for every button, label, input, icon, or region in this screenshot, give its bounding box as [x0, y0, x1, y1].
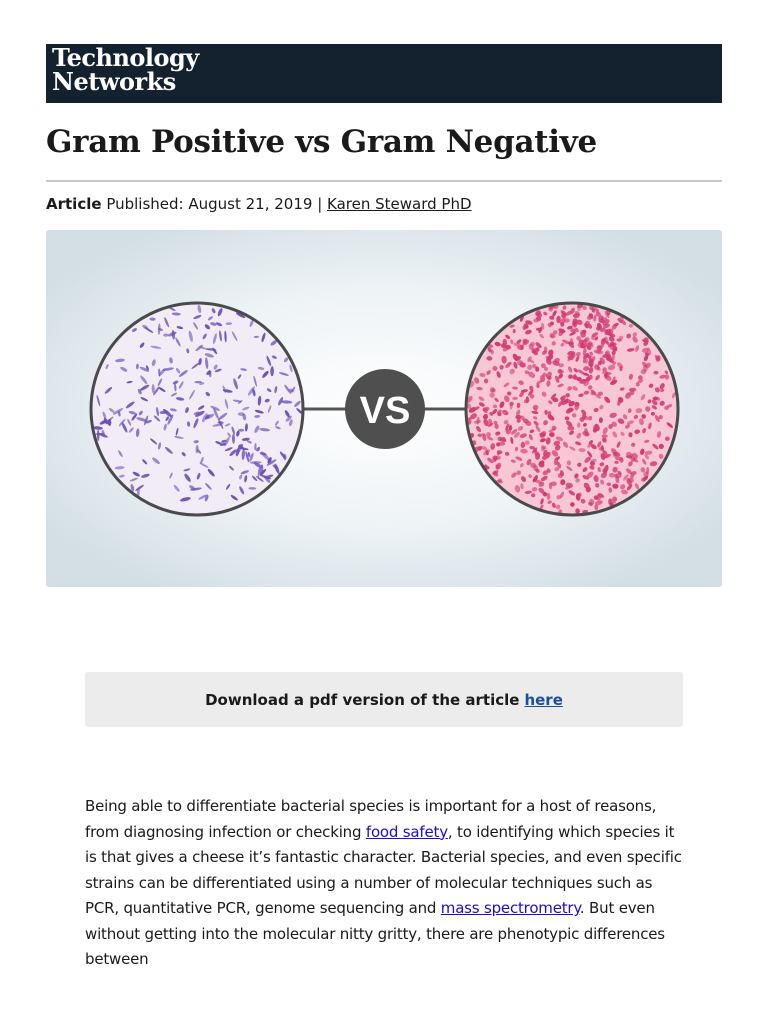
bacterium-cell [586, 486, 591, 492]
download-here-link[interactable]: here [524, 690, 563, 709]
bacterium-cell [551, 482, 557, 487]
body-paragraph [85, 794, 690, 973]
bacterium-cell [585, 321, 590, 325]
site-logo[interactable] [52, 43, 199, 96]
logo-line-2: Networks [52, 67, 176, 96]
publish-date: Published: August 21, 2019 [106, 195, 313, 213]
download-text: Download a pdf version of the article [205, 690, 520, 709]
vs-badge [345, 369, 425, 449]
bacterium-cell [571, 351, 575, 358]
food-safety-link[interactable]: food safety [365, 822, 448, 841]
body-text-3: . But even without getting into the molecular nitty gritty, there are phenotypic differences between [85, 899, 665, 968]
mass-spectrometry-link[interactable]: mass spectrometry [440, 899, 580, 917]
body-text-2: , to identifying which species it is that gives a cheese it’s fantastic character. Bacterial species, and even specific strains can be differentiated using a number of molecular techniques such as PCR, quantitative PCR, genome sequencing and [85, 822, 682, 917]
gram-positive-slide [91, 303, 304, 515]
hero-illustration [46, 230, 722, 587]
article-type-label: Article [46, 195, 102, 213]
title-divider [46, 180, 722, 182]
bacterium-cell [509, 425, 512, 431]
meta-separator: | [312, 195, 328, 213]
hero-image [46, 230, 722, 587]
author-link[interactable]: Karen Steward PhD [327, 195, 472, 213]
article-meta [46, 194, 472, 214]
site-header [46, 44, 722, 103]
gram-negative-slide [466, 302, 678, 515]
bacterium-cell [588, 375, 593, 380]
logo-line-1: Technology [52, 43, 199, 72]
body-text-1: Being able to differentiate bacterial species is important for a host of reasons, from diagnosing infection or checking [85, 797, 657, 841]
vs-label: VS [359, 390, 411, 432]
download-pdf-banner [85, 672, 683, 727]
bacterium-rod [95, 433, 105, 435]
article-title: Gram Positive vs Gram Negative [46, 124, 597, 160]
